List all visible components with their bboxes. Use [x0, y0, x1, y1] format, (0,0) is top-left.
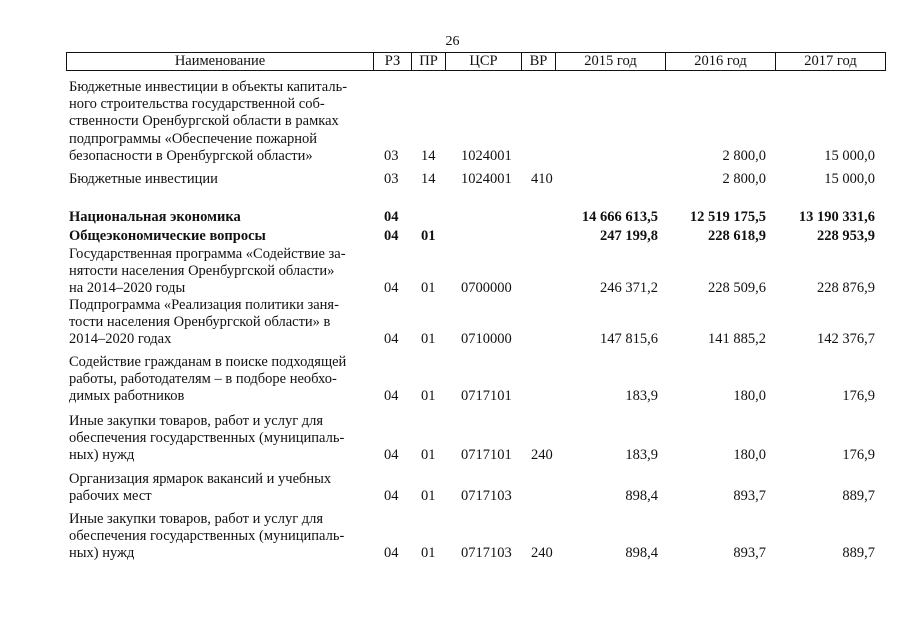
row-rz: 04	[384, 331, 399, 348]
row-value-2015: 147 815,6	[600, 331, 658, 348]
table-header	[66, 52, 886, 71]
row-rz: 03	[384, 171, 399, 187]
row-value-2016: 893,7	[733, 488, 766, 505]
row-rz: 04	[384, 545, 399, 562]
row-name-line: ственности Оренбургской области в рамках	[69, 113, 339, 130]
row-rz: 04	[384, 388, 399, 405]
row-rz: 03	[384, 147, 399, 164]
row-name-line: Иные закупки товаров, работ и услуг для	[69, 413, 324, 429]
row-name-line: Бюджетные инвестиции в объекты капиталь-	[69, 79, 348, 95]
column-header-csr: ЦСР	[446, 53, 522, 71]
column-header-2016: 2016 год	[666, 53, 776, 71]
column-header-2015: 2015 год	[556, 53, 666, 71]
row-name	[69, 511, 369, 563]
row-value-2016: 228 509,6	[708, 280, 766, 297]
row-name-line: обеспечения государственных (муниципаль-	[69, 528, 345, 545]
row-rz: 04	[384, 228, 399, 244]
row-name-line: тости населения Оренбургской области» в	[69, 314, 331, 331]
row-csr: 1024001	[461, 147, 512, 164]
row-value-2016: 228 618,9	[708, 228, 766, 244]
row-name	[69, 171, 369, 188]
row-name-line: рабочих мест	[69, 488, 152, 505]
row-value-2017: 176,9	[842, 388, 875, 405]
row-name-line: работы, работодателям – в подборе необхо-	[69, 371, 337, 388]
row-name-line: Бюджетные инвестиции	[69, 171, 218, 187]
row-csr: 0717103	[461, 488, 512, 505]
row-name-line: обеспечения государственных (муниципаль-	[69, 430, 345, 447]
row-csr: 0717103	[461, 545, 512, 562]
row-value-2016: 180,0	[733, 447, 766, 464]
row-csr: 0717101	[461, 388, 512, 405]
row-value-2016: 893,7	[733, 545, 766, 562]
row-value-2017: 15 000,0	[824, 147, 875, 164]
row-pr: 01	[421, 545, 436, 562]
row-name-line: ного строительства государственной соб-	[69, 96, 325, 113]
row-pr: 01	[421, 280, 436, 297]
row-name	[69, 79, 369, 165]
row-name-line: Национальная экономика	[69, 209, 241, 225]
row-pr: 01	[421, 488, 436, 505]
row-value-2015: 14 666 613,5	[581, 209, 658, 225]
row-value-2015: 246 371,2	[600, 280, 658, 297]
row-name-line: Подпрограмма «Реализация политики заня-	[69, 297, 339, 313]
row-name-line: Иные закупки товаров, работ и услуг для	[69, 511, 324, 527]
row-csr: 0710000	[461, 331, 512, 348]
row-csr: 0700000	[461, 280, 512, 297]
row-value-2017: 176,9	[842, 447, 875, 464]
row-rz: 04	[384, 280, 399, 297]
row-value-2016: 180,0	[733, 388, 766, 405]
row-name	[69, 413, 369, 465]
row-value-2017: 13 190 331,6	[798, 209, 875, 225]
row-name-line: Содействие гражданам в поиске подходящей	[69, 354, 347, 370]
row-name-line: Общеэкономические вопросы	[69, 228, 266, 244]
column-header-pr: ПР	[412, 53, 446, 71]
row-rz: 04	[384, 447, 399, 464]
row-pr: 01	[421, 388, 436, 405]
row-rz: 04	[384, 488, 399, 505]
row-value-2017: 889,7	[842, 488, 875, 505]
row-vr: 240	[531, 447, 553, 464]
row-value-2017: 228 953,9	[817, 228, 875, 244]
row-name-line: безопасности в Оренбургской области»	[69, 147, 313, 164]
row-name-line: димых работников	[69, 388, 185, 405]
row-value-2017: 142 376,7	[817, 331, 875, 348]
row-value-2017: 889,7	[842, 545, 875, 562]
column-header-name: Наименование	[67, 53, 374, 71]
row-value-2017: 228 876,9	[817, 280, 875, 297]
row-name-line: 2014–2020 годах	[69, 331, 172, 348]
row-name	[69, 297, 369, 349]
row-name-line: нятости населения Оренбургской области»	[69, 263, 335, 280]
column-header-2017: 2017 год	[776, 53, 886, 71]
row-value-2015: 898,4	[625, 545, 658, 562]
row-value-2015: 183,9	[625, 447, 658, 464]
row-name-line: подпрограммы «Обеспечение пожарной	[69, 130, 317, 147]
row-value-2015: 183,9	[625, 388, 658, 405]
column-header-rz: РЗ	[374, 53, 412, 71]
row-value-2016: 141 885,2	[708, 331, 766, 348]
row-name-line: ных) нужд	[69, 545, 135, 562]
row-name	[69, 471, 369, 505]
row-value-2015: 898,4	[625, 488, 658, 505]
page-number: 26	[445, 34, 460, 49]
row-csr: 0717101	[461, 447, 512, 464]
row-vr: 240	[531, 545, 553, 562]
row-name	[69, 209, 369, 226]
row-pr: 01	[421, 447, 436, 464]
row-pr: 14	[421, 171, 436, 187]
column-header-vr: ВР	[522, 53, 556, 71]
row-value-2015: 247 199,8	[600, 228, 658, 244]
row-value-2017: 15 000,0	[824, 171, 875, 187]
row-value-2016: 12 519 175,5	[689, 209, 766, 225]
row-name-line: Организация ярмарок вакансий и учебных	[69, 471, 332, 487]
row-csr: 1024001	[461, 171, 512, 187]
row-pr: 01	[421, 228, 436, 244]
row-name-line: ных) нужд	[69, 447, 135, 464]
row-value-2016: 2 800,0	[722, 147, 766, 164]
row-rz: 04	[384, 209, 399, 225]
row-pr: 14	[421, 147, 436, 164]
row-vr: 410	[531, 171, 553, 187]
row-name	[69, 246, 369, 298]
row-name	[69, 354, 369, 406]
row-name-line: Государственная программа «Содействие за-	[69, 246, 346, 262]
row-name	[69, 228, 369, 245]
row-name-line: на 2014–2020 годы	[69, 280, 186, 297]
row-pr: 01	[421, 331, 436, 348]
row-value-2016: 2 800,0	[722, 171, 766, 187]
